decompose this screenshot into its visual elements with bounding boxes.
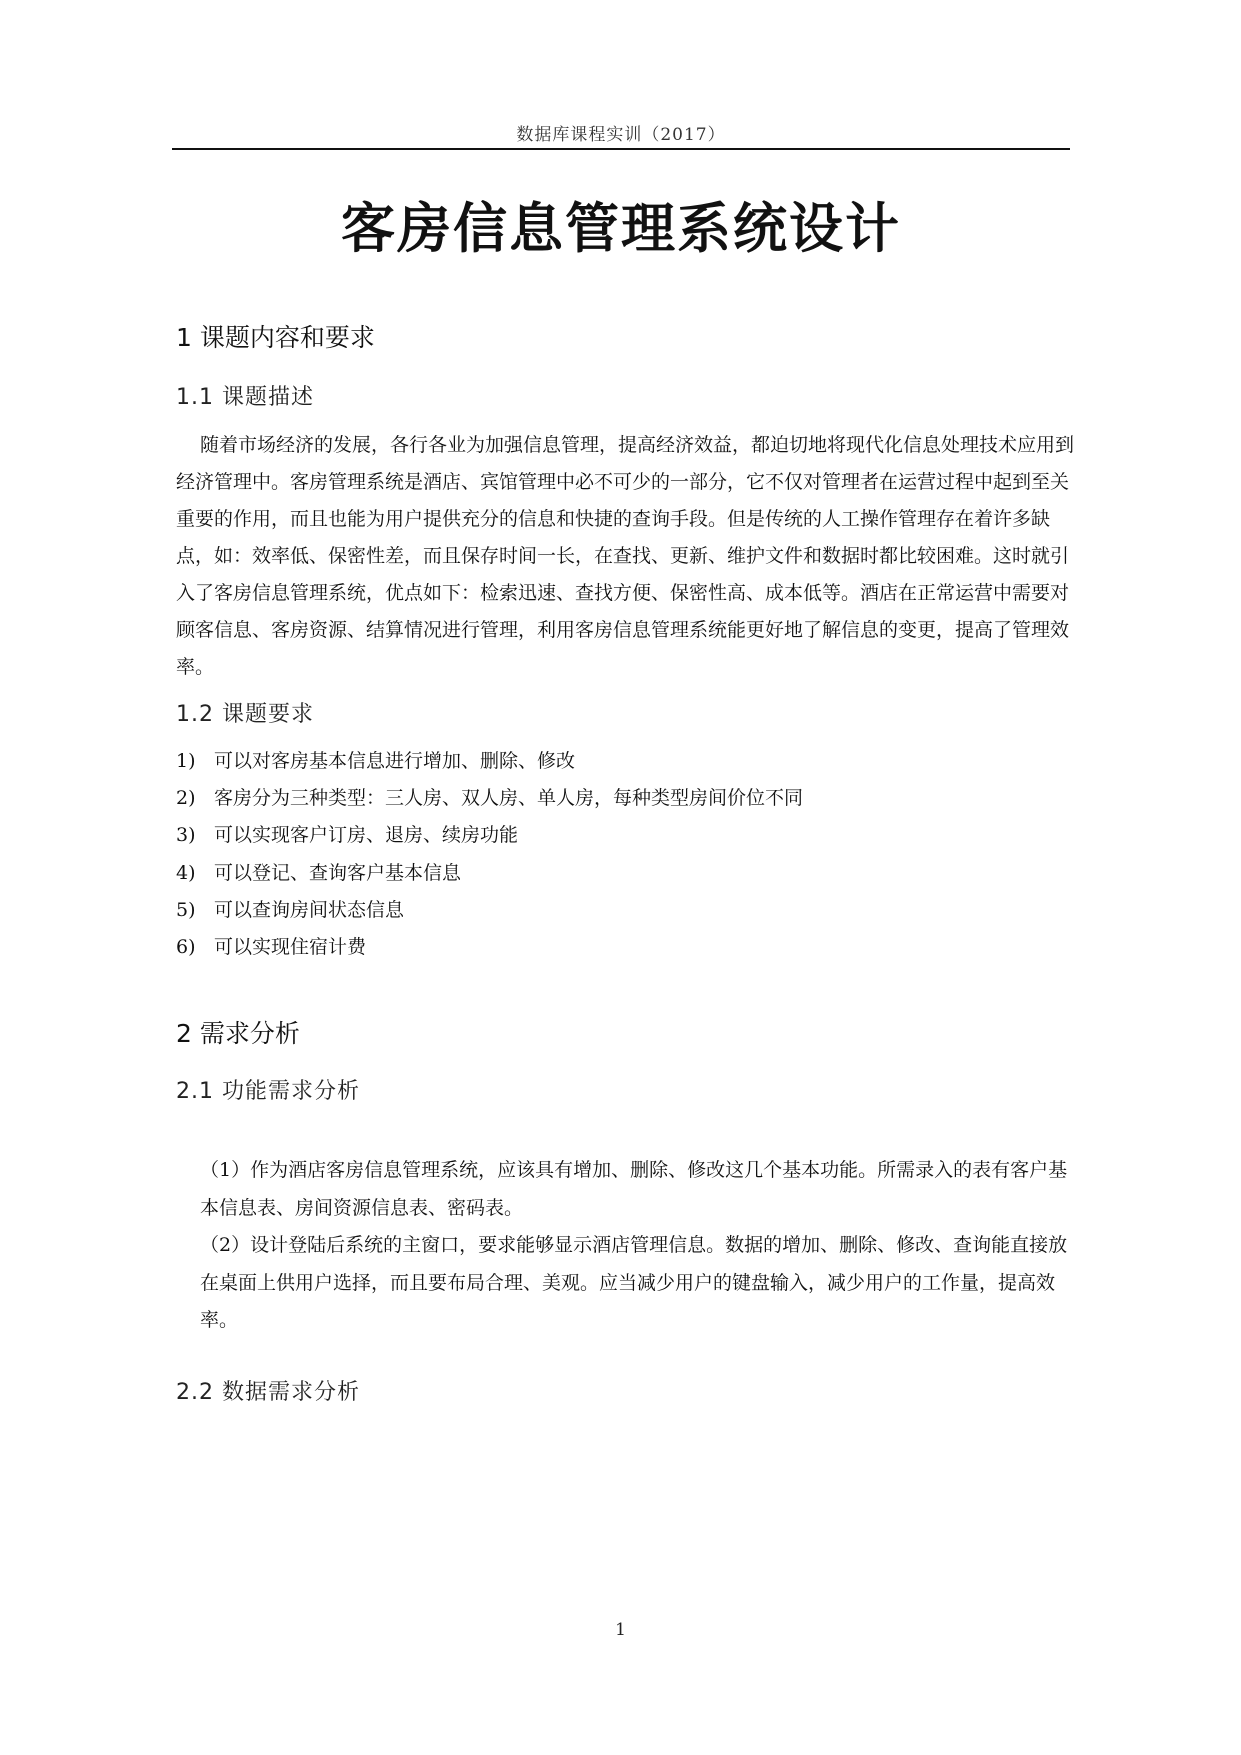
list-item: [176, 817, 1056, 854]
list-item-number: 3): [176, 824, 196, 847]
section-1-1-heading: 1.1 课题描述: [176, 385, 314, 410]
document-title: 客房信息管理系统设计: [341, 197, 901, 260]
list-item-text: 可以查询房间状态信息: [214, 898, 405, 921]
section-2-1-heading: 2.1 功能需求分析: [176, 1079, 360, 1104]
section-1-1-paragraph: 随着市场经济的发展，各行各业为加强信息管理，提高经济效益，都迫切地将现代化信息处理技术应用到经济管理中。客房管理系统是酒店、宾馆管理中必不可少的一部分，它不仅对管理者在运营过程中起到至关重要的作用，而且也能为用户提供充分的信息和快捷的查询手段。但是传统的人工操作管理存在着许多缺点，如：效率低、保密性差，而且保存时间一长，在查找、更新、维护文件和数据时都比较困难。这时就引入了客房信息管理系统，优点如下：检索迅速、查找方便、保密性高、成本低等。酒店在正常运营中需要对顾客信息、客房资源、结算情况进行管理，利用客房信息管理系统能更好地了解信息的变更，提高了管理效率。: [176, 434, 1075, 678]
list-item-number: 5): [176, 898, 196, 921]
page-number: 1: [615, 1620, 626, 1640]
list-item-number: 2): [176, 787, 196, 810]
list-item: [176, 892, 1056, 929]
section-2-heading: 2 需求分析: [176, 1019, 300, 1048]
running-header: 数据库课程实训（2017）: [516, 125, 726, 145]
list-item: [176, 929, 1056, 966]
list-item-text: 客房分为三种类型：三人房、双人房、单人房，每种类型房间价位不同: [214, 787, 804, 810]
list-item-text: 可以实现客户订房、退房、续房功能: [214, 824, 519, 847]
list-item-text: 可以登记、查询客户基本信息: [214, 861, 462, 884]
list-item: [176, 855, 1056, 892]
section-2-2-heading: 2.2 数据需求分析: [176, 1380, 360, 1405]
list-item-number: 4): [176, 861, 196, 884]
list-item-number: 6): [176, 935, 196, 958]
section-1-heading: 1 课题内容和要求: [176, 323, 375, 352]
functional-requirements: [200, 1152, 1076, 1340]
list-item-text: 可以实现住宿计费: [214, 935, 367, 958]
functional-item-2: （2）设计登陆后系统的主窗口，要求能够显示酒店管理信息。数据的增加、删除、修改、查询能直接放在桌面上供用户选择，而且要布局合理、美观。应当减少用户的键盘输入，减少用户的工作量，提高效率。: [200, 1234, 1068, 1331]
list-item-number: 1): [176, 750, 196, 772]
list-item: [176, 780, 1056, 817]
requirements-list: [176, 743, 1056, 966]
header-rule: [172, 148, 1070, 150]
list-item-text: 可以对客房基本信息进行增加、删除、修改: [214, 750, 576, 772]
section-1-2-heading: 1.2 课题要求: [176, 702, 314, 727]
list-item: [176, 743, 1056, 780]
functional-item-1: （1）作为酒店客房信息管理系统，应该具有增加、删除、修改这几个基本功能。所需录入的表有客户基本信息表、房间资源信息表、密码表。: [200, 1159, 1068, 1219]
